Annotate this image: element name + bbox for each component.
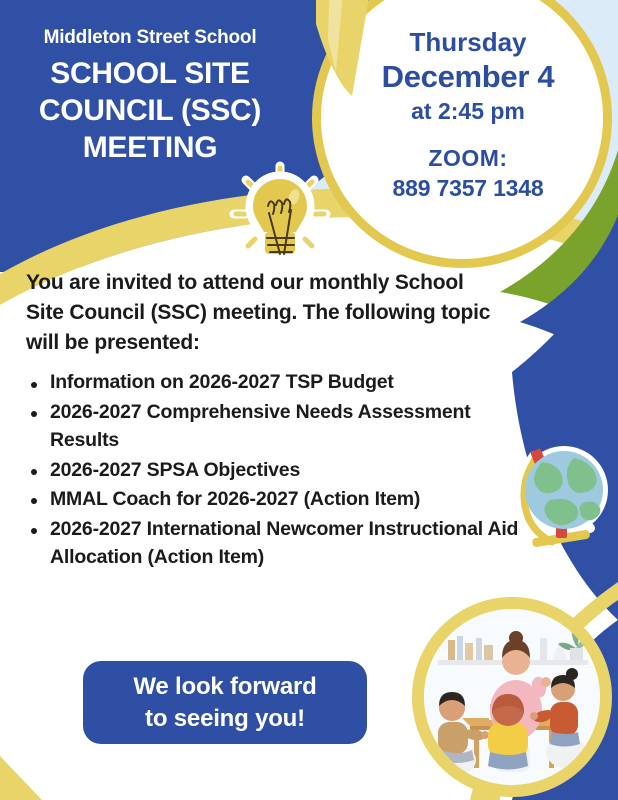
bullet-icon: [31, 469, 37, 475]
closing-text-line1: We look forward: [133, 673, 317, 701]
zoom-label: ZOOM:: [428, 145, 508, 172]
list-item-label: 2026-2027 SPSA Objectives: [50, 458, 301, 481]
closing-banner: [83, 661, 367, 744]
list-item-label: MMAL Coach for 2026-2027 (Action Item): [50, 488, 421, 511]
list-item-label: Information on 2026-2027 TSP Budget: [50, 371, 394, 394]
topic-list: [26, 369, 536, 571]
list-item: [26, 457, 536, 485]
globe-icon: [512, 428, 616, 556]
meeting-weekday: Thursday: [409, 27, 527, 57]
list-item: [26, 486, 536, 514]
date-card: [340, 28, 596, 202]
list-item: [26, 399, 536, 454]
bullet-icon: [31, 528, 37, 534]
list-item: [26, 516, 536, 571]
school-name: Middleton Street School: [43, 27, 257, 48]
bullet-icon: [31, 382, 37, 388]
zoom-meeting-id: 889 7357 1348: [392, 174, 544, 201]
closing-text-line2: to seeing you!: [145, 704, 305, 732]
page-title-line2: COUNCIL (SSC): [38, 94, 262, 128]
list-item: [26, 369, 536, 397]
bullet-icon: [31, 411, 37, 417]
meeting-date: December 4: [381, 58, 555, 94]
header-block: [0, 28, 300, 166]
lightbulb-icon: [224, 158, 336, 273]
bullet-icon: [31, 498, 37, 504]
page-title-line3: MEETING: [82, 131, 218, 165]
closing-text: [133, 671, 316, 733]
body-block: [26, 268, 519, 573]
page-title-line1: SCHOOL SITE: [50, 56, 250, 90]
classroom-illustration-art: [412, 597, 612, 797]
meeting-time: at 2:45 pm: [411, 97, 525, 124]
invitation-text: You are invited to attend our monthly School Site Council (SSC) meeting. The following topic will be presented:: [26, 271, 491, 354]
list-item-label: 2026-2027 Comprehensive Needs Assessment Results: [50, 401, 471, 451]
list-item-label: 2026-2027 International Newcomer Instructional Aid Allocation (Action Item): [50, 517, 519, 568]
page-title: [0, 55, 300, 167]
